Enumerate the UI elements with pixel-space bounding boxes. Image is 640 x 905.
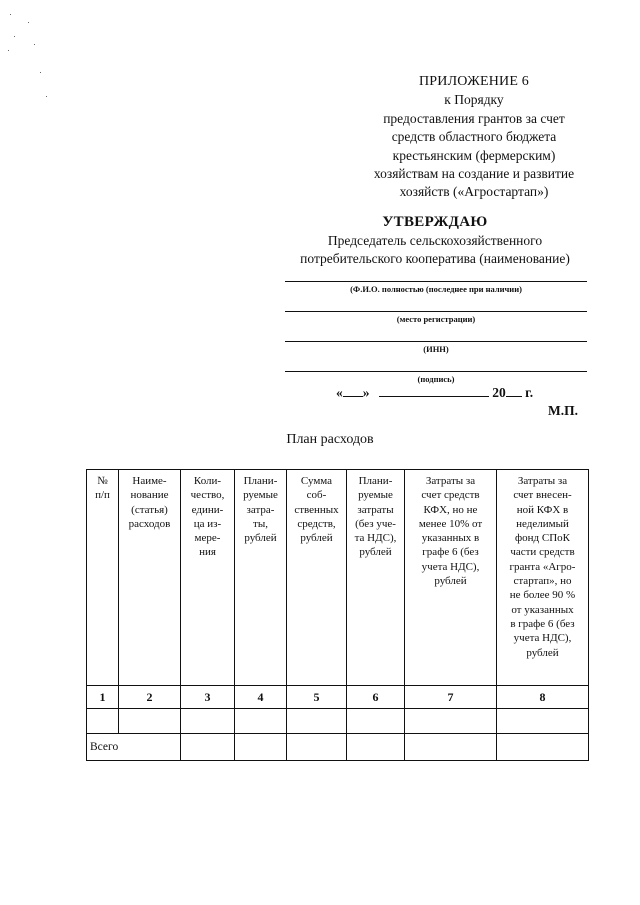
column-number: 4 bbox=[235, 686, 287, 709]
approval-title: УТВЕРЖДАЮ bbox=[382, 214, 488, 230]
column-header-line: та НДС), bbox=[354, 532, 397, 545]
year-blank bbox=[506, 385, 522, 397]
signature-caption: (подпись) bbox=[417, 374, 455, 384]
column-header-line: руемые bbox=[358, 489, 393, 502]
column-header-line: № bbox=[97, 475, 108, 487]
table-row bbox=[87, 709, 589, 734]
table-cell bbox=[405, 734, 497, 761]
expense-plan-table bbox=[86, 469, 589, 761]
column-header-line: средств, bbox=[297, 517, 336, 530]
column-header-line: затраты bbox=[357, 503, 394, 516]
column-header-planned-costs-no-vat bbox=[347, 470, 405, 686]
column-header-line: затра- bbox=[246, 503, 275, 516]
approval-position-line: Председатель сельскохозяйственного bbox=[327, 233, 543, 248]
column-header-line: не более 90 % bbox=[509, 589, 576, 602]
inn-line bbox=[285, 341, 587, 342]
appendix-header bbox=[340, 73, 608, 202]
fio-caption: (Ф.И.О. полностью (последнее при наличии) bbox=[350, 284, 522, 294]
column-header-line: рублей bbox=[434, 575, 467, 588]
place-line bbox=[285, 311, 587, 312]
scan-speck bbox=[34, 44, 35, 45]
appendix-line: крестьянским (фермерским) bbox=[392, 147, 556, 163]
column-header-kfh-costs bbox=[405, 470, 497, 686]
inn-caption: (ИНН) bbox=[423, 344, 449, 354]
column-header-line: соб- bbox=[306, 489, 327, 502]
column-header-line: КФХ, но не bbox=[423, 503, 478, 516]
scan-speck bbox=[40, 72, 41, 73]
table-cell bbox=[347, 709, 405, 734]
scan-speck bbox=[28, 22, 29, 23]
day-blank bbox=[343, 385, 363, 397]
column-header-line: части средств bbox=[510, 546, 575, 559]
column-header-quantity bbox=[181, 470, 235, 686]
column-header-line: ты, bbox=[253, 517, 268, 530]
column-header-line: ца из- bbox=[193, 517, 222, 530]
table-cell bbox=[181, 709, 235, 734]
column-number-row bbox=[87, 686, 589, 709]
scan-speck bbox=[14, 36, 15, 37]
column-header-line: Коли- bbox=[193, 475, 222, 487]
column-number: 2 bbox=[119, 686, 181, 709]
table-cell bbox=[235, 734, 287, 761]
column-header-line: неделимый bbox=[516, 517, 569, 530]
column-header-line: рублей bbox=[300, 532, 333, 545]
fio-line bbox=[285, 281, 587, 282]
date-line bbox=[336, 385, 566, 401]
year-suffix: г. bbox=[525, 385, 534, 400]
table-cell bbox=[347, 734, 405, 761]
month-blank bbox=[379, 385, 489, 397]
date-close-quote: » bbox=[362, 385, 370, 400]
column-number: 6 bbox=[347, 686, 405, 709]
column-header-line: Затраты за bbox=[425, 475, 476, 487]
column-header-line: ной КФХ в bbox=[516, 503, 569, 516]
column-header-line: (без уче- bbox=[355, 517, 396, 530]
signature-line bbox=[285, 371, 587, 372]
column-header-line: указанных в bbox=[421, 532, 480, 545]
date-open-quote: « bbox=[336, 385, 343, 400]
approval-block bbox=[270, 212, 600, 269]
table-cell bbox=[287, 734, 347, 761]
appendix-line: к Порядку bbox=[444, 92, 504, 108]
column-header-line: едини- bbox=[191, 503, 224, 516]
column-header-line: (статья) bbox=[131, 503, 168, 516]
column-header-line: мере- bbox=[194, 532, 221, 545]
column-number: 5 bbox=[287, 686, 347, 709]
scan-speck bbox=[8, 50, 9, 51]
table-cell bbox=[181, 734, 235, 761]
column-header-line: учета НДС), bbox=[513, 632, 572, 645]
column-header-line: стартап», но bbox=[513, 575, 572, 588]
column-header-line: рублей bbox=[244, 532, 277, 545]
appendix-title: ПРИЛОЖЕНИЕ 6 bbox=[418, 74, 530, 89]
column-header-line: менее 10% от bbox=[418, 517, 483, 530]
table-header-row bbox=[87, 470, 589, 686]
table-cell bbox=[497, 734, 589, 761]
appendix-line: средств областного бюджета bbox=[391, 129, 557, 145]
table-cell bbox=[119, 709, 181, 734]
approval-position-line: потребительского кооператива (наименование) bbox=[300, 251, 570, 267]
column-header-line: фонд СПоК bbox=[515, 532, 570, 545]
column-number: 3 bbox=[181, 686, 235, 709]
total-row bbox=[87, 734, 589, 761]
column-header-line: гранта «Агро- bbox=[509, 560, 576, 573]
column-header-line: рублей bbox=[526, 646, 559, 659]
column-header-line: Плани- bbox=[358, 475, 393, 487]
table-cell bbox=[87, 709, 119, 734]
column-header-line: от указанных bbox=[511, 603, 574, 616]
column-header-line: счет средств bbox=[421, 489, 480, 502]
column-header-line: ственных bbox=[294, 503, 339, 516]
column-header-own-funds bbox=[287, 470, 347, 686]
column-header-line: расходов bbox=[128, 517, 171, 530]
column-header-grant-costs bbox=[497, 470, 589, 686]
column-header-line: учета НДС), bbox=[421, 560, 480, 573]
column-header-line: Затраты за bbox=[517, 475, 568, 487]
column-number: 7 bbox=[405, 686, 497, 709]
column-header-number bbox=[87, 470, 119, 686]
scan-speck bbox=[46, 96, 47, 97]
scan-speck bbox=[10, 14, 11, 15]
column-number: 1 bbox=[87, 686, 119, 709]
total-label: Всего bbox=[87, 734, 181, 761]
table-cell bbox=[235, 709, 287, 734]
appendix-line: предоставления грантов за счет bbox=[383, 110, 565, 126]
column-header-line: нование bbox=[130, 489, 169, 502]
place-caption: (место регистрации) bbox=[396, 314, 476, 324]
stamp-place: М.П. bbox=[548, 403, 578, 418]
column-header-line: Плани- bbox=[243, 475, 278, 487]
table-cell bbox=[405, 709, 497, 734]
column-header-line: в графе 6 (без bbox=[510, 617, 575, 630]
plan-title: План расходов bbox=[286, 432, 374, 447]
column-header-line: руемые bbox=[243, 489, 278, 502]
column-header-planned-costs bbox=[235, 470, 287, 686]
column-header-line: графе 6 (без bbox=[422, 546, 479, 559]
column-header-name bbox=[119, 470, 181, 686]
column-header-line: счет внесен- bbox=[513, 489, 572, 502]
table-cell bbox=[287, 709, 347, 734]
column-header-line: ния bbox=[199, 546, 216, 559]
column-header-line: чество, bbox=[190, 489, 225, 502]
appendix-line: хозяйствам на создание и развитие bbox=[373, 166, 575, 182]
column-header-line: рублей bbox=[359, 546, 392, 559]
year-prefix: 20 bbox=[492, 385, 506, 400]
column-header-line: Сумма bbox=[300, 475, 333, 487]
column-number: 8 bbox=[497, 686, 589, 709]
column-header-line: Наиме- bbox=[132, 475, 167, 487]
appendix-line: хозяйств («Агростартап») bbox=[399, 184, 549, 200]
table-cell bbox=[497, 709, 589, 734]
column-header-line: п/п bbox=[95, 489, 110, 502]
